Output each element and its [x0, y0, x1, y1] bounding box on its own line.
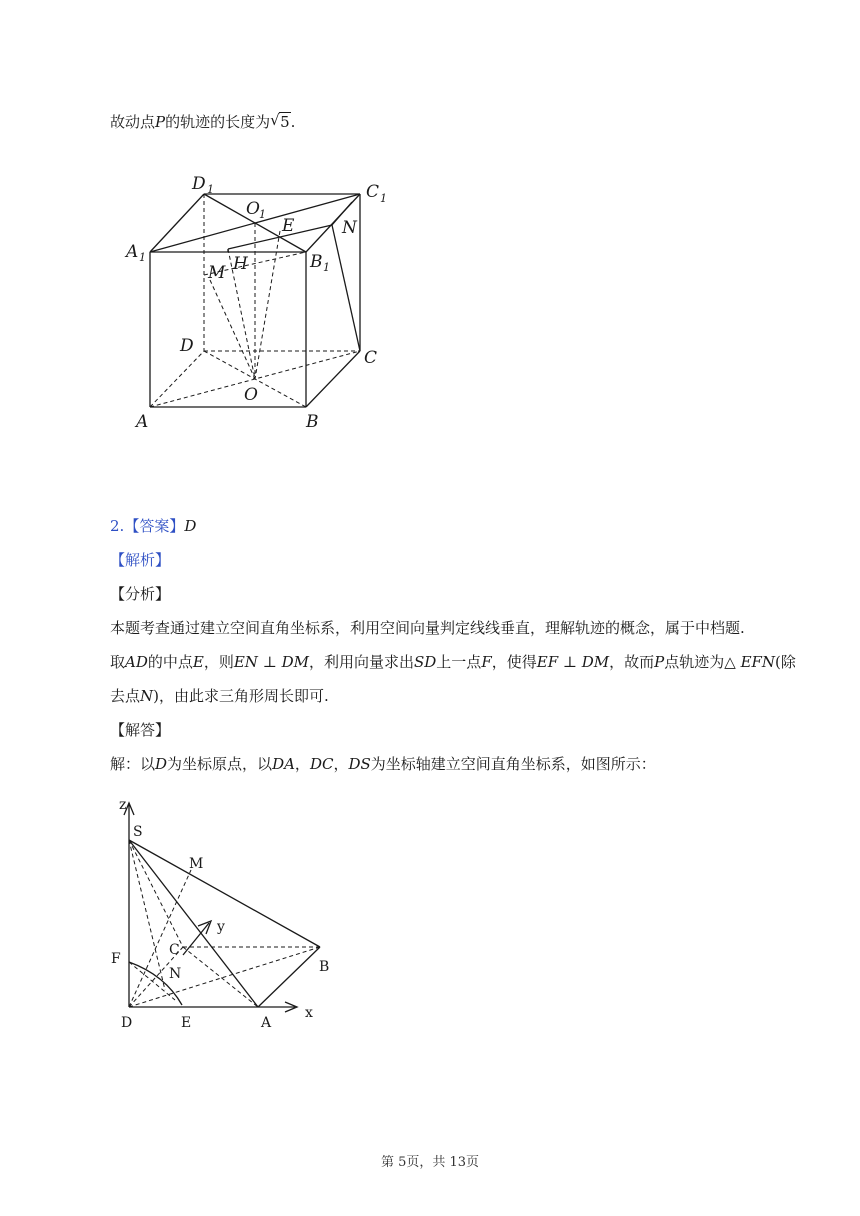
- math-expr: EF ⊥ DM: [536, 653, 610, 671]
- math-var: E: [192, 653, 204, 671]
- math-var: EFN: [740, 653, 776, 671]
- math-var: SD: [413, 653, 437, 671]
- label-H: H: [233, 254, 248, 274]
- label-E: E: [282, 216, 295, 236]
- label-B1: B: [310, 252, 323, 272]
- label-D: D: [180, 336, 194, 356]
- label-A1: A: [126, 242, 139, 262]
- text-segment: 点轨迹为△: [664, 653, 741, 671]
- label-E: E: [181, 1015, 192, 1031]
- text-segment: 取: [110, 653, 126, 671]
- pyramid-figure: [105, 795, 335, 1035]
- label-sub: 1: [259, 208, 266, 221]
- text-segment: 为坐标轴建立空间直角坐标系，如图所示：: [370, 755, 656, 773]
- label-S: S: [133, 824, 143, 840]
- text-segment: (除: [775, 653, 796, 671]
- label-O: O: [244, 385, 258, 405]
- text-segment: 故动点: [110, 113, 156, 131]
- label-B: B: [319, 959, 330, 975]
- conclusion-line: [110, 112, 295, 132]
- label-sub: 1: [323, 261, 330, 274]
- text-segment: 去点: [110, 687, 141, 705]
- text-segment: 解：以: [110, 755, 156, 773]
- math-var: P: [155, 113, 166, 131]
- text-segment: 上一点: [436, 653, 482, 671]
- jieda-line: [110, 754, 656, 774]
- label-sub: 1: [139, 251, 146, 264]
- text-segment: ，则: [203, 653, 234, 671]
- text-segment: ，: [294, 755, 310, 773]
- fenxi-line-1: 本题考查通过建立空间直角坐标系，利用空间向量判定线线垂直，理解轨迹的概念，属于中档题.: [110, 619, 745, 637]
- math-var: P: [654, 653, 665, 671]
- math-var: F: [481, 653, 492, 671]
- label-sub: 1: [380, 192, 387, 205]
- label-B: B: [306, 412, 319, 432]
- question-number: 2.: [110, 517, 125, 535]
- label-N: N: [342, 218, 357, 238]
- label-C: C: [169, 942, 180, 958]
- radicand: 5: [280, 113, 290, 131]
- sqrt-expression: √ 5: [270, 111, 290, 131]
- text-segment: ，: [333, 755, 349, 773]
- fenxi-tag: 【分析】: [110, 585, 171, 603]
- math-expr: EN ⊥ DM: [233, 653, 309, 671]
- answer-value: D: [184, 517, 197, 535]
- text-segment: .: [290, 113, 296, 131]
- answer-tag: 【答案】: [124, 517, 185, 535]
- label-C: C: [364, 348, 378, 368]
- text-segment: 的中点: [147, 653, 193, 671]
- math-var: N: [140, 687, 154, 705]
- label-z: z: [119, 797, 127, 813]
- jieda-tag: 【解答】: [110, 721, 171, 739]
- label-N: N: [169, 966, 182, 982]
- label-A: A: [261, 1015, 272, 1031]
- label-y: y: [217, 919, 225, 935]
- math-var: DA: [272, 755, 295, 773]
- text-segment: ，利用向量求出: [308, 653, 414, 671]
- label-sub: 1: [207, 183, 214, 196]
- fenxi-line-2: [110, 652, 796, 672]
- math-var: D: [155, 755, 168, 773]
- page-footer: 第 5页，共 13页: [380, 1155, 480, 1170]
- label-M: M: [208, 263, 226, 283]
- text-segment: )，由此求三角形周长即可.: [153, 687, 329, 705]
- text-segment: ，故而: [609, 653, 655, 671]
- label-D1: D: [192, 174, 206, 194]
- label-F: F: [111, 951, 121, 967]
- label-M: M: [189, 856, 204, 872]
- label-D: D: [121, 1015, 133, 1031]
- label-C1: C: [366, 182, 380, 202]
- math-var: AD: [125, 653, 148, 671]
- label-A: A: [136, 412, 149, 432]
- cube-figure: [120, 165, 410, 440]
- math-var: DC: [309, 755, 334, 773]
- analysis-tag: 【解析】: [110, 551, 171, 569]
- math-var: DS: [348, 755, 371, 773]
- label-x: x: [305, 1005, 313, 1021]
- text-segment: 为坐标原点，以: [167, 755, 273, 773]
- answer-line: [110, 516, 196, 536]
- text-segment: ，使得: [491, 653, 537, 671]
- fenxi-line-3: [110, 686, 329, 706]
- label-O1: O: [246, 199, 260, 219]
- text-segment: 的轨迹的长度为: [165, 113, 271, 131]
